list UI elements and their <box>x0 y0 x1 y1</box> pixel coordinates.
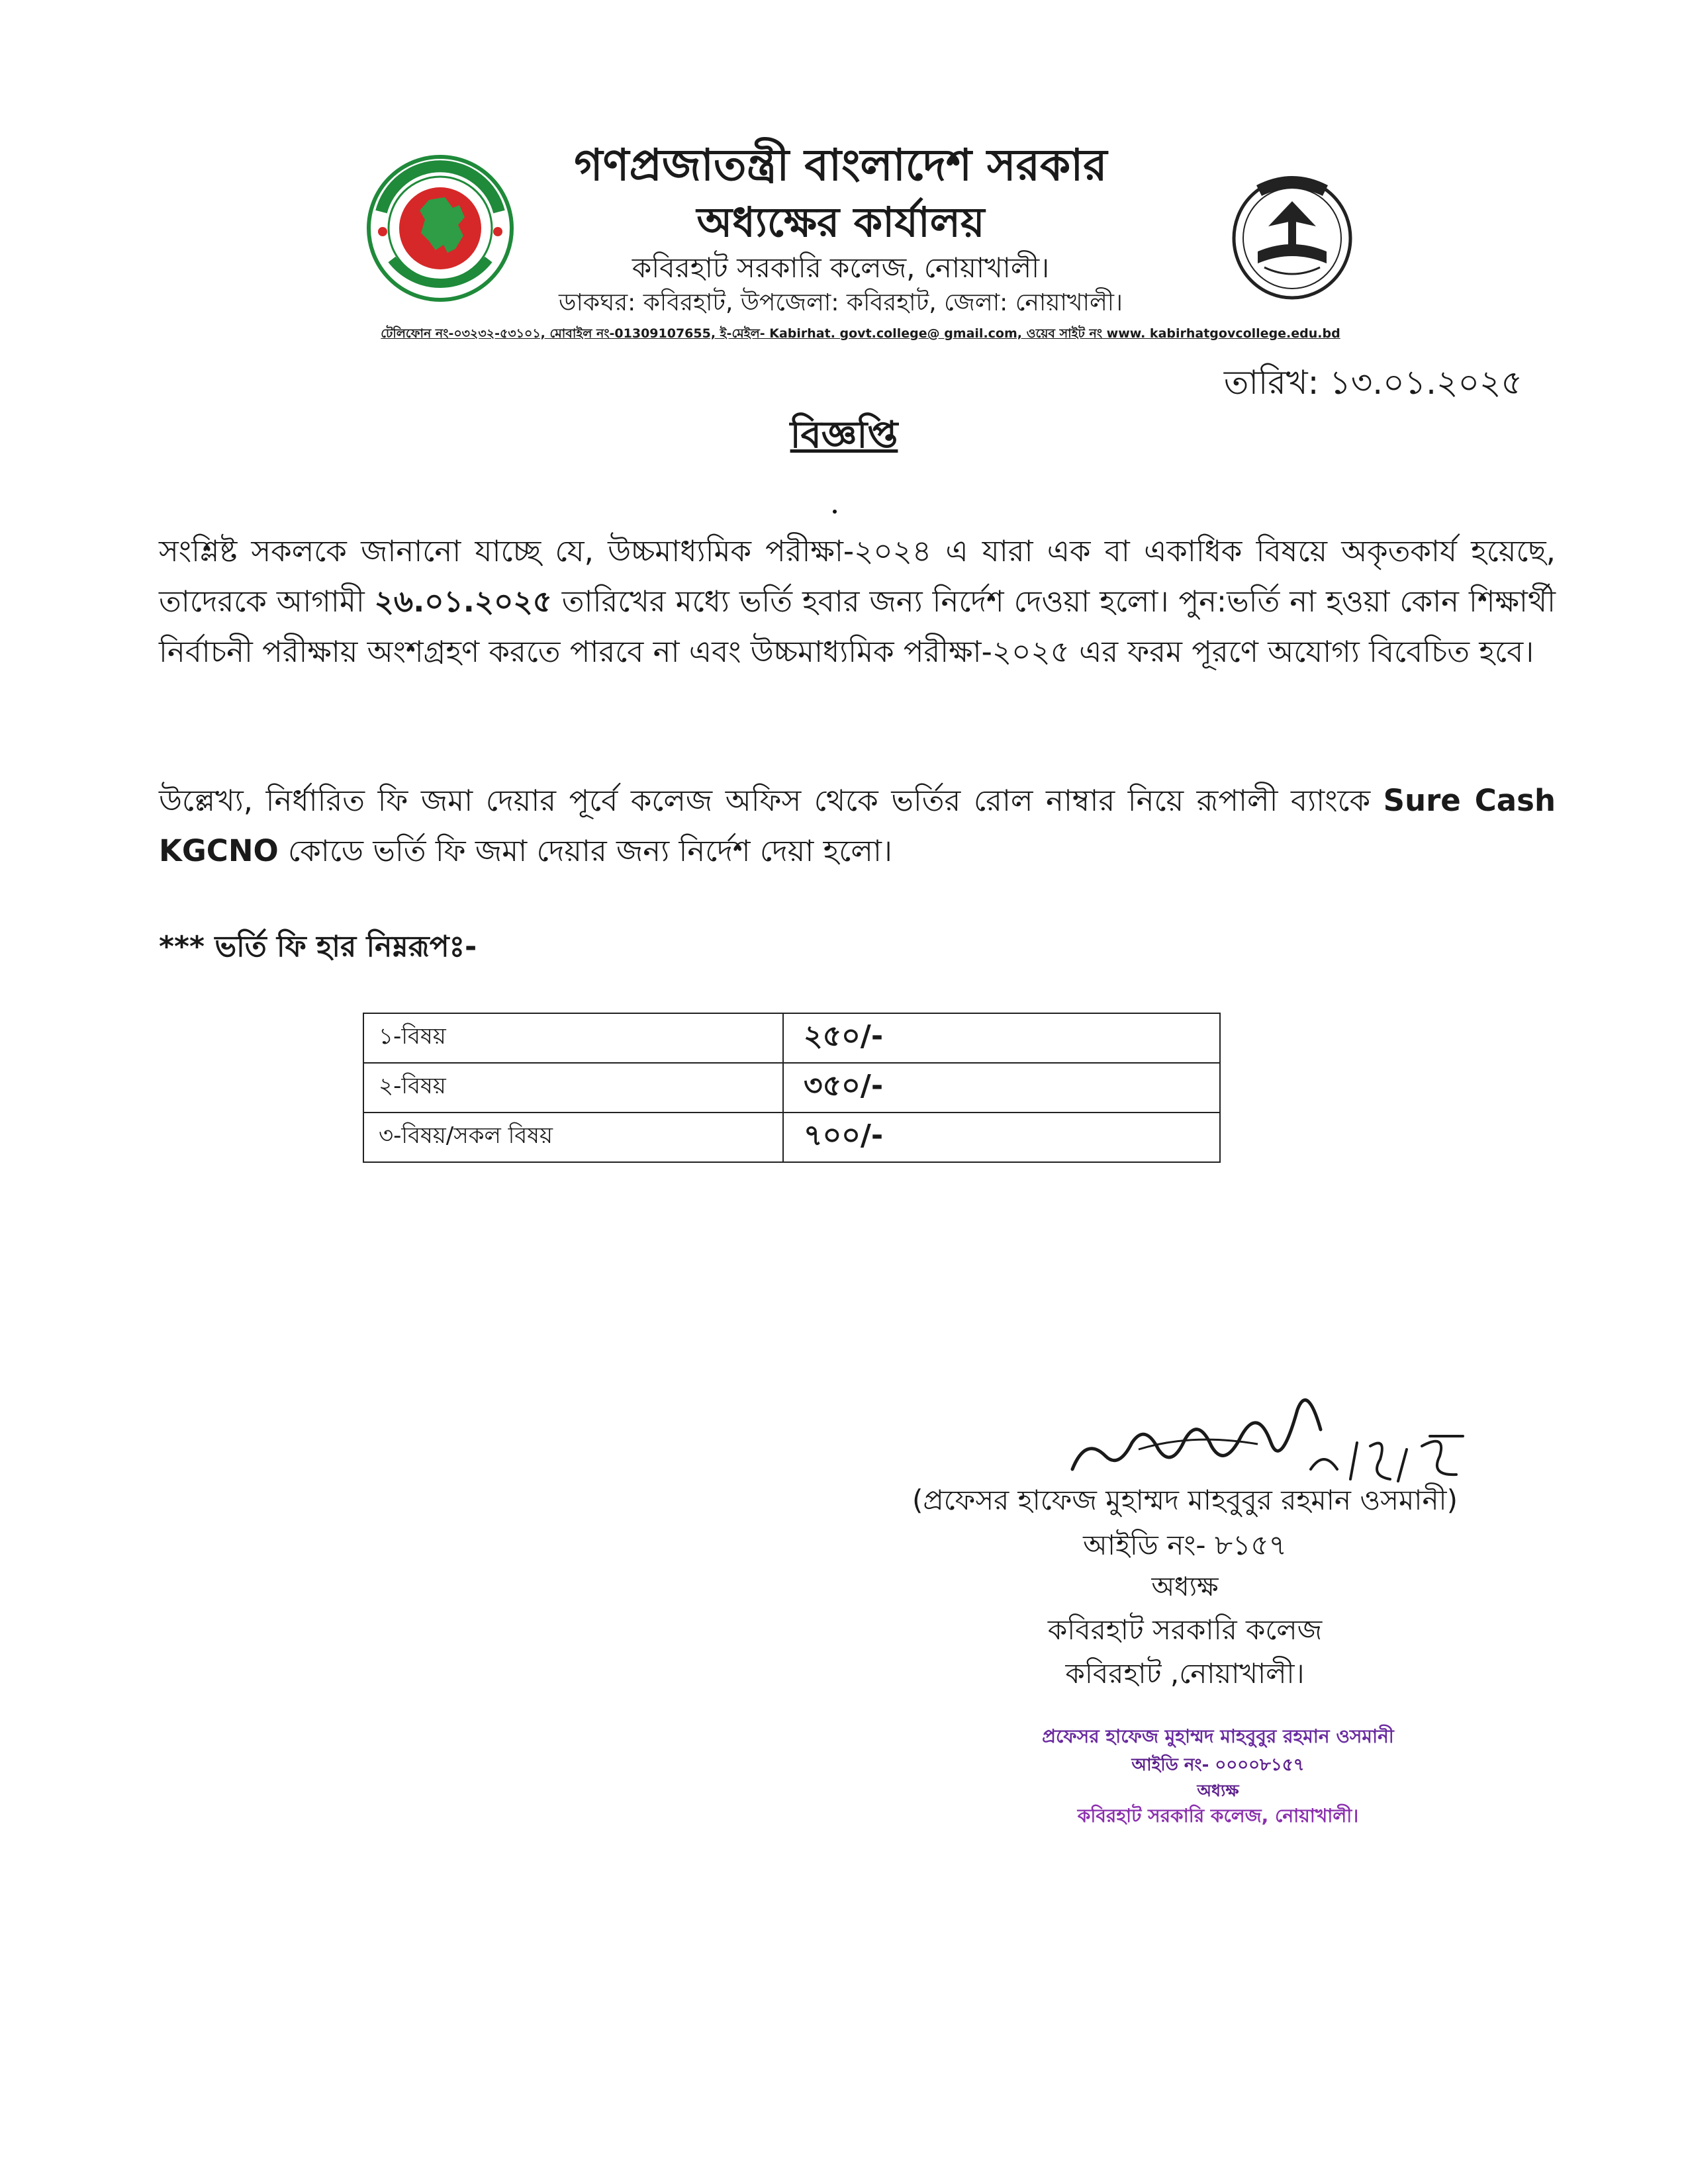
subject-cell: ১-বিষয় <box>363 1013 783 1063</box>
signature-college: কবিরহাট সরকারি কলেজ <box>1047 1614 1323 1646</box>
notice-date: তারিখ: ১৩.০১.২০২৫ <box>1223 363 1523 402</box>
principal-name: (প্রফেসর হাফেজ মুহাম্মদ মাহবুবুর রহমান ওসমানী) <box>912 1484 1458 1516</box>
table-row <box>363 1013 1220 1063</box>
para2-text-a: উল্লেখ্য, নির্ধারিত ফি জমা দেয়ার পূর্বে কলেজ অফিস থেকে ভর্তির রোল নাম্বার নিয়ে রূপালী ব্যাংকে <box>159 783 1383 818</box>
office-title: অধ্যক্ষের কার্যালয় <box>696 198 985 246</box>
college-name: কবিরহাট সরকারি কলেজ, নোয়াখালী। <box>632 251 1050 284</box>
fee-table <box>363 1013 1221 1163</box>
deadline-date: ২৬.০১.২০২৫ <box>374 584 552 619</box>
notice-paragraph-2 <box>159 776 1556 876</box>
fee-cell: ৩৫০/- <box>783 1063 1220 1113</box>
govt-title: গণপ্রজাতন্ত্রী বাংলাদেশ সরকার <box>574 140 1107 191</box>
stamp-name: প্রফেসর হাফেজ মুহাম্মদ মাহবুবুর রহমান ওসমানী <box>1042 1725 1394 1747</box>
signature-location: কবিরহাট ,নোয়াখালী। <box>1065 1657 1305 1690</box>
para1-text-a: সংশ্লিষ্ট সকলকে জানানো যাচ্ছে যে, উচ্চমাধ্যমিক পরীক্ষা-২০২৪ এ যারা এক বা একাধিক বিষয়ে অকৃতকার্য হয়েছে, তাদেরকে আগামী <box>159 533 1556 619</box>
stamp-designation: অধ্যক্ষ <box>1197 1781 1239 1800</box>
table-row <box>363 1113 1220 1162</box>
payment-code: Sure Cash KGCNO <box>159 783 1556 868</box>
fee-heading: *** ভর্তি ফি হার নিম্নরূপঃ- <box>159 930 477 964</box>
fee-cell: ৭০০/- <box>783 1113 1220 1162</box>
stamp-college: কবিরহাট সরকারি কলেজ, নোয়াখালী। <box>1077 1805 1359 1827</box>
notice-title: বিজ্ঞপ্তি <box>790 414 898 457</box>
college-emblem-logo <box>1230 164 1354 302</box>
subject-cell: ৩-বিষয়/সকল বিষয় <box>363 1113 783 1162</box>
para1-text-b: তারিখের মধ্যে ভর্তি হবার জন্য নির্দেশ দেওয়া হলো। পুন:ভর্তি না হওয়া কোন শিক্ষার্থী নির্বাচনী পরীক্ষায় অংশগ্রহণ করতে পারবে না এবং উচ্চমাধ্যমিক পরীক্ষা-২০২৫ এর ফরম পূরণে অযোগ্য বিবেচিত হবে। <box>159 584 1556 669</box>
handwritten-signature <box>1059 1370 1483 1496</box>
ink-dot <box>833 510 837 514</box>
stamp-id: আইডি নং- ০০০০৮১৫৭ <box>1131 1755 1305 1775</box>
table-row <box>363 1063 1220 1113</box>
principal-designation: অধ্যক্ষ <box>1151 1572 1219 1602</box>
contact-info: টেলিফোন নং-০৩২৩২-৫৩১০১, মোবাইল নং-01309107655, ই-মেইল- Kabirhat. govt.college@ gmail.com, ওয়েব সাইট নং www. kabirhatgovcollege.edu.bd <box>381 326 1340 341</box>
postal-address: ডাকঘর: কবিরহাট, উপজেলা: কবিরহাট, জেলা: নোয়াখালী। <box>559 289 1123 316</box>
notice-paragraph-1 <box>159 526 1556 677</box>
para2-text-b: কোডে ভর্তি ফি জমা দেয়ার জন্য নির্দেশ দেয়া হলো। <box>278 833 893 868</box>
subject-cell: ২-বিষয় <box>363 1063 783 1113</box>
fee-cell: ২৫০/- <box>783 1013 1220 1063</box>
principal-id: আইডি নং- ৮১৫৭ <box>1083 1529 1287 1561</box>
